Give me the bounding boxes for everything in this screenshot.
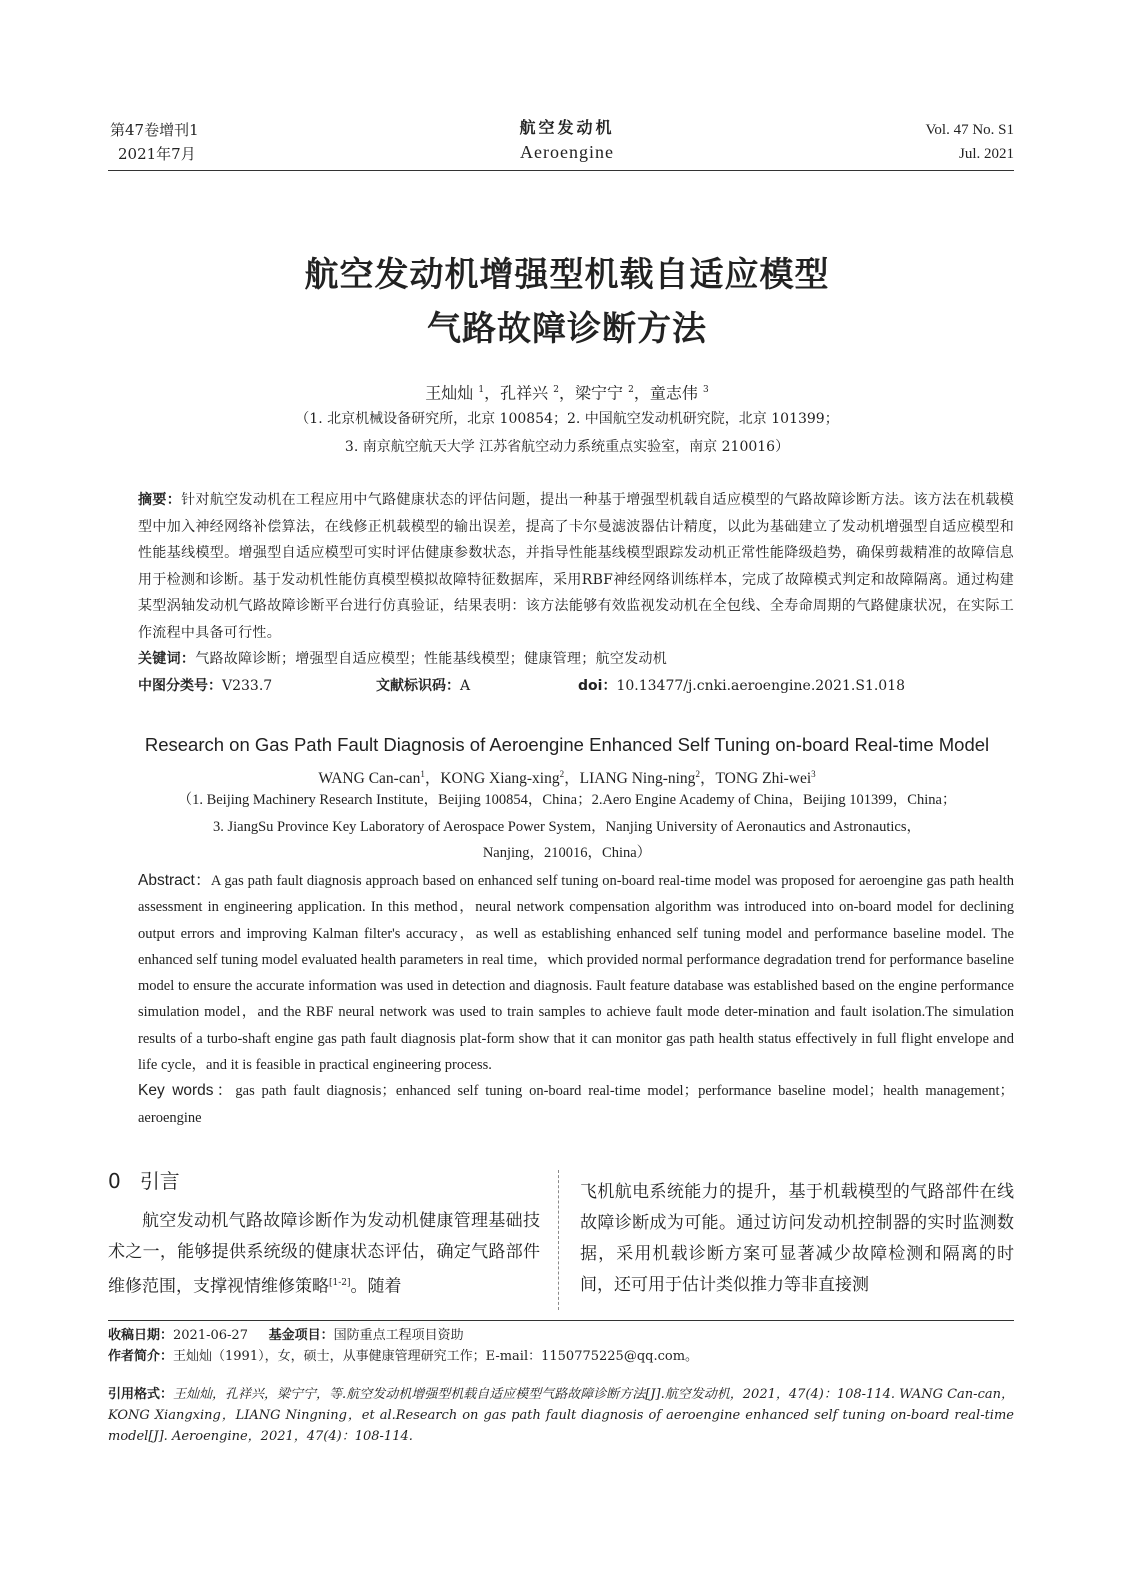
author-en-affil-sup: 1 — [420, 769, 425, 779]
footnote-received-fund — [108, 1326, 1014, 1346]
footnote-rule — [108, 1320, 1014, 1321]
doi-value: 10.13477/j.cnki.aeroengine.2021.S1.018 — [616, 678, 906, 694]
authors-en: WANG Can-can$^1$，KONG Xiang-xing$^2$，LIANG Ning-ning$^2$，TONG Zhi-wei$^3$ — [318, 769, 816, 788]
abstract-en-paragraph — [108, 868, 1014, 1078]
author-en-affil-sup: 2 — [695, 769, 700, 779]
received-label: 收稿日期： — [108, 1328, 174, 1343]
title-cn-line2: 气路故障诊断方法 — [427, 309, 707, 349]
cite-label: 引用格式： — [108, 1387, 174, 1402]
abstract-cn-text: 针对航空发动机在工程应用中气路健康状态的评估问题，提出一种基于增强型机载自适应模型的气路故障诊断方法。该方法在机载模型中加入神经网络补偿算法，在线修正机载模型的输出误差，提高了卡尔曼滤波器估计精度，以此为基础建立了发动机增强型自适应模型和性能基线模型。增强型自适应模型可实时评估健康参数状态，并指导性能基线模型跟踪发动机正常性能降级趋势，确保剪裁精准的故障信息用于检测和诊断。基于发动机性能仿真模型模拟故障特征数据库，采用RBF神经网络训练样本，完成了故障模式判定和故障隔离。通过构建某型涡轴发动机气路故障诊断平台进行仿真验证，结果表明：该方法能够有效监视发动机在全包线、全寿命周期的气路健康状况，在实际工作流程中具备可行性。 — [138, 492, 1014, 641]
cite-text: 王灿灿，孔祥兴，梁宁宁，等.航空发动机增强型机载自适应模型气路故障诊断方法[J].航空发动机，2021，47(4)：108-114. WANG Can-can，KONG Xiangxing，LIANG Ningning，et al.Research on gas path fault diagnosis of aeroengine enhanced self tuning on-board real-time model[J]. Aeroengine，2021，47(4)：108-114. — [108, 1387, 1014, 1444]
clc-value: V233.7 — [222, 678, 273, 694]
header-date-cn: 2021年7月 — [118, 145, 196, 163]
author-cn-affil-sup: 2 — [553, 385, 559, 395]
affiliation-en-line3: Nanjing，210016，China） — [482, 845, 652, 861]
title-cn-line1: 航空发动机增强型机载自适应模型 — [304, 255, 830, 295]
received-date: 2021-06-27 — [173, 1328, 248, 1343]
author-cn-affil-sup: 1 — [478, 385, 485, 395]
section-number: 0 — [108, 1169, 121, 1193]
paper-title-cn — [0, 248, 1134, 356]
section-title: 引言 — [139, 1169, 180, 1193]
keywords-cn-label: 关键词： — [138, 651, 196, 667]
clc-row — [138, 676, 272, 696]
author-en: KONG Xiang-xing — [440, 770, 560, 788]
author-en-affil-sup: 2 — [559, 769, 565, 779]
author-en-affil-sup: 3 — [811, 769, 816, 779]
citation-ref: [1-2] — [329, 1278, 351, 1288]
doi-row — [578, 676, 905, 696]
author-cn-affil-sup: 3 — [702, 385, 709, 395]
header-volume-cn: 第47卷增刊1 — [110, 121, 199, 139]
paper-title-en: Research on Gas Path Fault Diagnosis of Aeroengine Enhanced Self Tuning on-board Real-time Model — [144, 734, 990, 755]
author-cn: 孔祥兴 — [500, 383, 549, 403]
keywords-cn: 气路故障诊断；增强型自适应模型；性能基线模型；健康管理；航空发动机 — [195, 651, 668, 667]
doc-code-value: A — [460, 678, 471, 694]
affiliation-en-line2: 3. JiangSu Province Key Laboratory of Aerospace Power System，Nanjing University of Aeronautics and Astronautics， — [213, 818, 921, 835]
column-divider — [558, 1170, 559, 1310]
author-cn-affil-sup: 2 — [628, 385, 634, 395]
header-date-en: Jul. 2021 — [958, 146, 1014, 162]
affiliations-cn — [0, 405, 1134, 461]
header-rule — [108, 170, 1014, 171]
keywords-en-row — [108, 1078, 1014, 1131]
keywords-en: gas path fault diagnosis；enhanced self tuning on-board real-time model；performance baseline model；health management；aeroengine — [138, 1083, 1014, 1126]
abstract-cn-paragraph — [108, 487, 1014, 646]
author-cn: 梁宁宁 — [575, 383, 624, 403]
abstract-cn — [108, 487, 1014, 673]
journal-name-cn: 航空发动机 — [519, 118, 615, 137]
author-bio-label: 作者简介： — [108, 1349, 174, 1364]
journal-name-en: Aeroengine — [520, 142, 614, 162]
affiliations-en — [0, 787, 1134, 867]
doi-label: doi： — [578, 678, 617, 694]
keywords-en-label: Key words： — [138, 1082, 236, 1100]
author-en: TONG Zhi-wei — [715, 770, 812, 788]
doc-code-row — [376, 676, 470, 696]
abstract-cn-label: 摘要： — [138, 492, 182, 508]
authors-cn: 王灿灿 $^1$，孔祥兴 $^2$，梁宁宁 $^2$，童志伟 $^3$ — [425, 383, 709, 403]
abstract-en-label: Abstract： — [138, 872, 211, 889]
affiliation-en-line1: （1. Beijing Machinery Research Institute，Beijing 100854，China；2.Aero Engine Academy of China，Beijing 101399，China； — [177, 792, 957, 808]
body-column-left — [108, 1206, 540, 1303]
fund-value: 国防重点工程项目资助 — [333, 1328, 464, 1343]
keywords-cn-row — [108, 646, 1014, 673]
intro-continued: 飞机航电系统能力的提升，基于机载模型的气路部件在线故障诊断成为可能。通过访问发动机控制器的实时监测数据，采用机载诊断方案可显著减少故障检测和隔离的时间，还可用于估计类似推力等非直接测 — [580, 1182, 1014, 1295]
header-volume-info — [926, 118, 1015, 166]
author-cn: 王灿灿 — [425, 383, 474, 403]
intro-text-part1: 航空发动机气路故障诊断作为发动机健康管理基础技术之一，能够提供系统级的健康状态评估，确定气路部件维修范围，支撑视情维修策略 — [108, 1211, 540, 1297]
fund-label: 基金项目： — [268, 1328, 334, 1343]
author-bio: 王灿灿（1991），女，硕士，从事健康管理研究工作；E-mail：1150775225@qq.com。 — [173, 1349, 699, 1364]
author-en: WANG Can-can — [318, 770, 421, 788]
header-volume-en: Vol. 47 No. S1 — [925, 122, 1014, 138]
clc-label: 中图分类号： — [138, 678, 222, 694]
citation-format — [108, 1384, 1014, 1447]
body-column-right — [580, 1177, 1014, 1301]
abstract-en-text: A gas path fault diagnosis approach based on enhanced self tuning on-board real-time model was proposed for aeroengine gas path health assessment in engineering application. In this method，neural network compensation algorithm was introduced into on-board model for declining output errors and improving Kalman filter's accuracy，as well as establishing enhanced self tuning model and performance baseline model. The enhanced self tuning model evaluated health parameters in real time，which provided normal performance degradation trend for performance baseline model to ensure the accurate information was used in detection and diagnosis. Fault feature database was established based on the engine performance simulation model，and the RBF neural network was used to train samples to achieve fault mode deter-mination and fault isolation.The simulation results of a turbo-shaft engine gas path fault diagnosis plat-form show that it can monitor gas path health status effectively in full flight envelope and life cycle，and it is feasible in practical engineering process. — [138, 873, 1014, 1074]
intro-paragraph — [108, 1206, 540, 1303]
intro-text-part2: 。随着 — [350, 1276, 402, 1297]
doc-code-label: 文献标识码： — [376, 678, 460, 694]
section-heading — [108, 1166, 180, 1196]
footnote-author-bio — [108, 1347, 1014, 1367]
affiliation-cn-line2: 3. 南京航空航天大学 江苏省航空动力系统重点实验室，南京 210016） — [344, 439, 790, 455]
author-en: LIANG Ning-ning — [579, 770, 696, 788]
affiliation-cn-line1: （1. 北京机械设备研究所，北京 100854；2. 中国航空发动机研究院，北京 101399； — [295, 411, 839, 427]
author-cn: 童志伟 — [649, 383, 698, 403]
abstract-en — [108, 868, 1014, 1131]
